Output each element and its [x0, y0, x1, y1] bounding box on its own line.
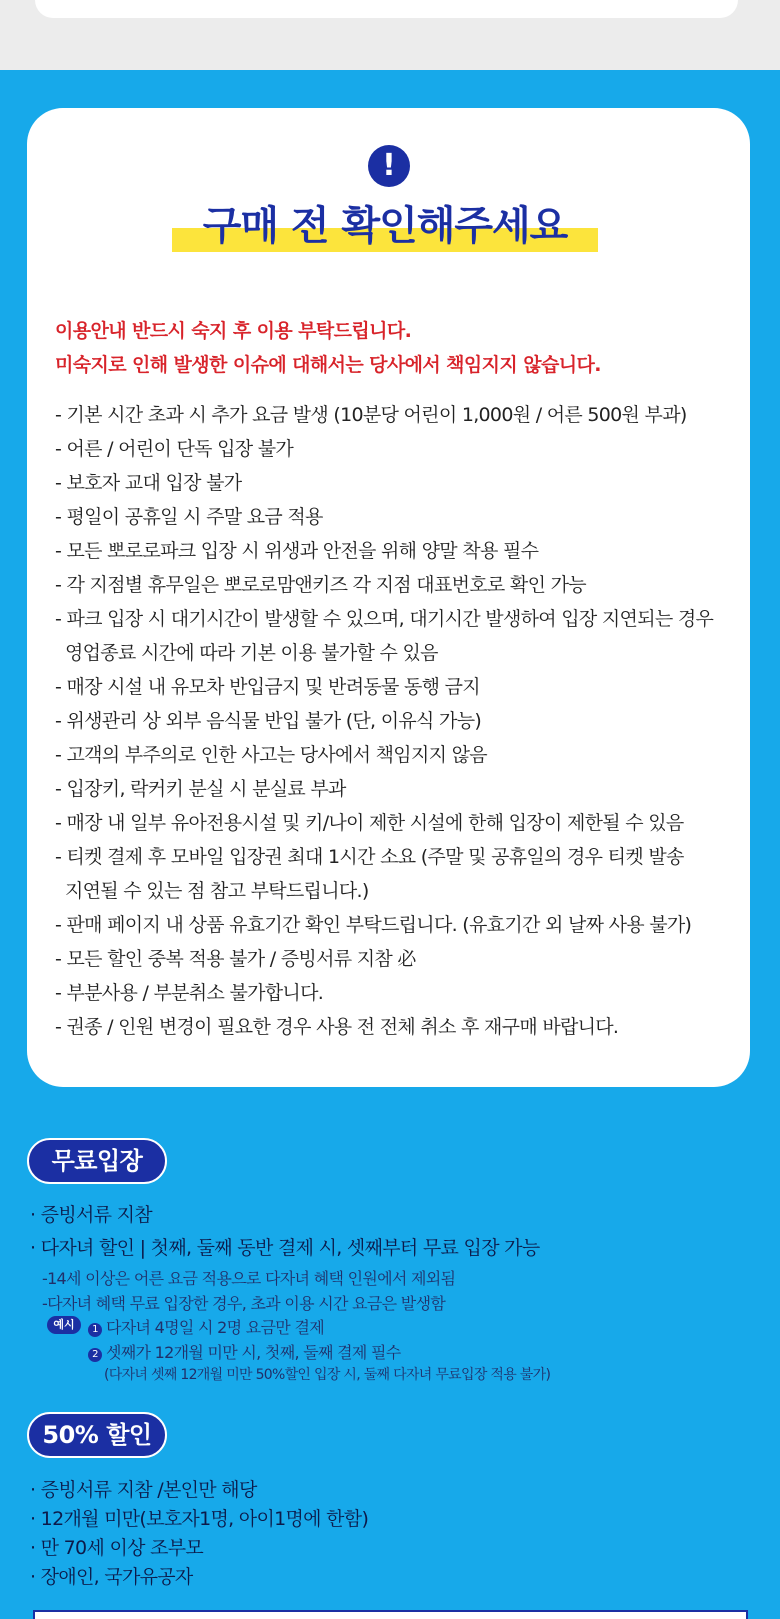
rule-item: - 각 지점별 휴무일은 뽀로로맘앤키즈 각 지점 대표번호로 확인 가능	[55, 574, 586, 596]
number-1-icon: 1	[88, 1323, 102, 1337]
example-2-text: 셋째가 12개월 미만 시, 첫째, 둘째 결제 필수	[106, 1343, 401, 1362]
rule-item: - 매장 내 일부 유아전용시설 및 키/나이 제한 시설에 한해 입장이 제한될 수 있음	[55, 812, 684, 834]
half-discount-item: · 장애인, 국가유공자	[30, 1566, 193, 1588]
example-1	[88, 1315, 324, 1338]
top-gray-strip	[0, 0, 780, 70]
rule-item: - 권종 / 인원 변경이 필요한 경우 사용 전 전체 취소 후 재구매 바랍니다.	[55, 1016, 619, 1038]
notice-title: 구매 전 확인해주세요	[202, 203, 568, 249]
previous-card-bottom	[35, 0, 738, 18]
rule-item: - 모든 할인 중복 적용 불가 / 증빙서류 지참 必	[55, 948, 416, 970]
number-2-icon: 2	[88, 1348, 102, 1362]
rule-item: - 부분사용 / 부분취소 불가합니다.	[55, 982, 324, 1004]
rule-continuation: 지연될 수 있는 점 참고 부탁드립니다.)	[65, 880, 369, 902]
free-entry-sub-2: -다자녀 혜택 무료 입장한 경우, 초과 이용 시간 요금은 발생함	[42, 1294, 446, 1313]
example-1-text: 다자녀 4명일 시 2명 요금만 결제	[106, 1318, 324, 1337]
free-entry-line-1: · 증빙서류 지참	[30, 1204, 152, 1226]
free-entry-line-2: · 다자녀 할인 | 첫째, 둘째 동반 결제 시, 셋째부터 무료 입장 가능	[30, 1237, 540, 1259]
rule-item: - 위생관리 상 외부 음식물 반입 불가 (단, 이유식 가능)	[55, 710, 482, 732]
rule-item-continued	[55, 636, 745, 670]
half-discount-item: · 증빙서류 지참 /본인만 해당	[30, 1479, 257, 1501]
rule-item: - 파크 입장 시 대기시간이 발생할 수 있으며, 대기시간 발생하여 입장 지연되는 경우	[55, 608, 714, 630]
rule-item: - 보호자 교대 입장 불가	[55, 472, 242, 494]
rule-item: - 평일이 공휴일 시 주말 요금 적용	[55, 506, 323, 528]
rule-item: - 매장 시설 내 유모차 반입금지 및 반려동물 동행 금지	[55, 676, 480, 698]
next-section-box	[33, 1610, 748, 1619]
rule-item: - 어른 / 어린이 단독 입장 불가	[55, 438, 294, 460]
warning-line-1: 이용안내 반드시 숙지 후 이용 부탁드립니다.	[55, 320, 412, 342]
warning-line-2: 미숙지로 인해 발생한 이슈에 대해서는 당사에서 책임지지 않습니다.	[55, 354, 601, 376]
free-entry-badge: 무료입장	[27, 1138, 167, 1184]
exclamation-icon: !	[368, 145, 410, 187]
rule-item-continued	[55, 874, 745, 908]
example-badge: 예시	[47, 1316, 81, 1334]
half-discount-badge: 50% 할인	[27, 1412, 167, 1458]
half-discount-item: · 만 70세 이상 조부모	[30, 1537, 204, 1559]
notice-heading	[172, 200, 598, 256]
rule-item: - 입장키, 락커키 분실 시 분실료 부과	[55, 778, 346, 800]
example-2-note: (다자녀 셋째 12개월 미만 50%할인 입장 시, 둘째 다자녀 무료입장 적용 불가)	[104, 1367, 551, 1383]
rule-item: - 기본 시간 초과 시 추가 요금 발생 (10분당 어린이 1,000원 / 어른 500원 부과)	[55, 404, 687, 426]
example-2	[88, 1340, 401, 1363]
free-entry-sub-1: -14세 이상은 어른 요금 적용으로 다자녀 혜택 인원에서 제외됨	[42, 1269, 456, 1288]
rule-item: - 판매 페이지 내 상품 유효기간 확인 부탁드립니다. (유효기간 외 날짜 사용 불가)	[55, 914, 692, 936]
rules-list	[55, 398, 745, 1044]
rule-item: - 티켓 결제 후 모바일 입장권 최대 1시간 소요 (주말 및 공휴일의 경우 티켓 발송	[55, 846, 684, 868]
rule-item: - 고객의 부주의로 인한 사고는 당사에서 책임지지 않음	[55, 744, 487, 766]
rule-continuation: 영업종료 시간에 따라 기본 이용 불가할 수 있음	[65, 642, 438, 664]
rule-item: - 모든 뽀로로파크 입장 시 위생과 안전을 위해 양말 착용 필수	[55, 540, 539, 562]
half-discount-item: · 12개월 미만(보호자1명, 아이1명에 한함)	[30, 1508, 369, 1530]
